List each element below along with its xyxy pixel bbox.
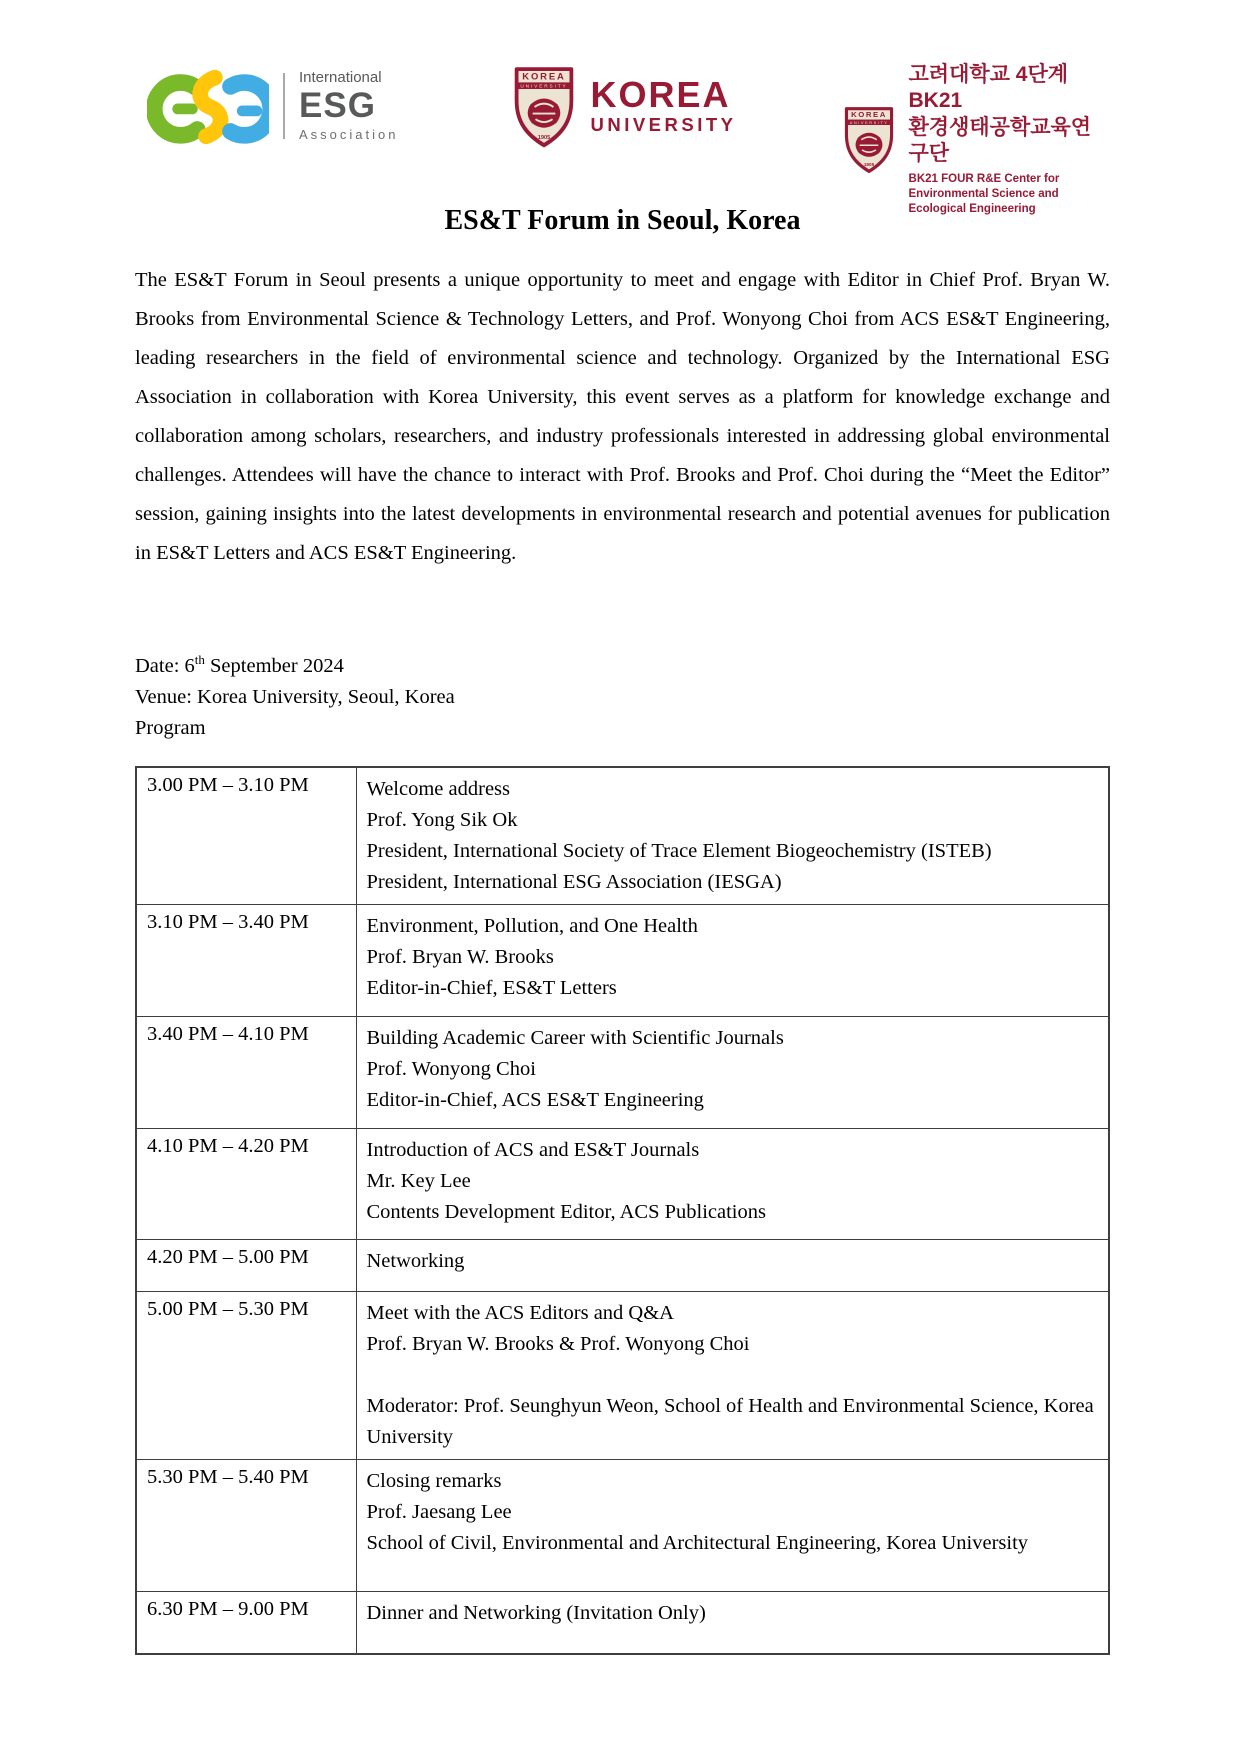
program-schedule-table: [135, 766, 1110, 1655]
schedule-time-cell: 4.10 PM – 4.20 PM: [136, 1129, 356, 1240]
schedule-line: President, International Society of Trace Element Biogeochemistry (ISTEB): [366, 840, 992, 862]
korea-university-logo: [510, 62, 736, 150]
schedule-description-cell: [356, 1129, 1109, 1240]
svg-text:UNIVERSITY: UNIVERSITY: [520, 84, 569, 90]
schedule-time-cell: 3.00 PM – 3.10 PM: [136, 767, 356, 905]
schedule-line: Meet with the ACS Editors and Q&A: [366, 1302, 674, 1324]
esg-logo-international-label: International: [299, 69, 382, 87]
schedule-row: [136, 1460, 1109, 1592]
svg-text:UNIVERSITY: UNIVERSITY: [849, 120, 888, 126]
schedule-line: Building Academic Career with Scientific Journals: [366, 1027, 784, 1049]
schedule-description-cell: [356, 1017, 1109, 1129]
schedule-line: Editor-in-Chief, ES&T Letters: [366, 977, 617, 999]
schedule-time-cell: 3.10 PM – 3.40 PM: [136, 905, 356, 1017]
schedule-row: [136, 1592, 1109, 1654]
schedule-line: Environment, Pollution, and One Health: [366, 915, 698, 937]
svg-text:KOREA: KOREA: [522, 71, 567, 83]
bk21-center-logo: [841, 62, 1110, 217]
schedule-line: Moderator: Prof. Seunghyun Weon, School of Health and Environmental Science, Korea University: [366, 1395, 1094, 1448]
korea-university-crest-icon: [510, 62, 578, 150]
schedule-line: Introduction of ACS and ES&T Journals: [366, 1139, 700, 1161]
schedule-time-cell: 4.20 PM – 5.00 PM: [136, 1240, 356, 1292]
event-meta-block: [135, 651, 1110, 744]
schedule-time-cell: 5.00 PM – 5.30 PM: [136, 1292, 356, 1460]
event-date-ordinal: th: [194, 652, 205, 668]
schedule-description-cell: [356, 1460, 1109, 1592]
svg-text:KOREA: KOREA: [850, 110, 887, 120]
esg-logo-divider: [283, 73, 285, 139]
schedule-line: Welcome address: [366, 778, 510, 800]
esg-mark-icon: [147, 62, 269, 150]
event-date-prefix: Date: 6: [135, 655, 195, 677]
schedule-line: Prof. Bryan W. Brooks & Prof. Wonyong Choi: [366, 1333, 750, 1355]
schedule-line: Editor-in-Chief, ACS ES&T Engineering: [366, 1089, 704, 1111]
schedule-line: Prof. Bryan W. Brooks: [366, 946, 554, 968]
schedule-line: President, International ESG Association (IESGA): [366, 871, 782, 893]
bk21-crest-icon: [841, 102, 897, 176]
schedule-line: Networking: [366, 1250, 465, 1272]
esg-association-logo: [147, 62, 398, 150]
schedule-line: Prof. Wonyong Choi: [366, 1058, 536, 1080]
schedule-line: Prof. Yong Sik Ok: [366, 809, 518, 831]
bk21-korean-line1: 고려대학교 4단계 BK21: [908, 63, 1069, 113]
esg-logo-esg-label: ESG: [299, 86, 376, 126]
bk21-english-line1: BK21 FOUR R&E Center for: [908, 173, 1060, 185]
schedule-description-cell: [356, 1240, 1109, 1292]
schedule-description-cell: [356, 1292, 1109, 1460]
schedule-row: [136, 767, 1109, 905]
event-date: [135, 651, 1110, 682]
schedule-line: Closing remarks: [366, 1470, 502, 1492]
bk21-logo-text: [909, 62, 1110, 217]
schedule-time-cell: 5.30 PM – 5.40 PM: [136, 1460, 356, 1592]
schedule-description-cell: [356, 905, 1109, 1017]
korea-wordmark-line1: KOREA: [590, 74, 731, 116]
schedule-description-cell: [356, 1592, 1109, 1654]
program-label: Program: [135, 717, 206, 739]
schedule-row: [136, 905, 1109, 1017]
schedule-line: Prof. Jaesang Lee: [366, 1501, 512, 1523]
schedule-row: [136, 1240, 1109, 1292]
schedule-description-cell: [356, 767, 1109, 905]
page-title: ES&T Forum in Seoul, Korea: [444, 205, 801, 236]
schedule-line: School of Civil, Environmental and Architectural Engineering, Korea University: [366, 1532, 1029, 1554]
schedule-row: [136, 1017, 1109, 1129]
esg-logo-text: [299, 70, 398, 141]
schedule-line: Contents Development Editor, ACS Publications: [366, 1201, 766, 1223]
korea-university-wordmark: [590, 74, 737, 136]
bk21-korean-line2: 환경생태공학교육연구단: [908, 115, 1092, 165]
schedule-time-cell: 3.40 PM – 4.10 PM: [136, 1017, 356, 1129]
esg-logo-association-label: Association: [299, 126, 399, 142]
korea-wordmark-line2: UNIVERSITY: [590, 114, 737, 136]
schedule-line: [367, 1360, 1099, 1391]
event-venue: Venue: Korea University, Seoul, Korea: [135, 686, 455, 708]
header-logo-strip: [135, 62, 1110, 215]
svg-text:1905: 1905: [863, 162, 874, 168]
schedule-row: [136, 1292, 1109, 1460]
bk21-english-line2: Environmental Science and Ecological Engineering: [908, 187, 1059, 215]
schedule-line: Dinner and Networking (Invitation Only): [366, 1602, 706, 1624]
schedule-time-cell: 6.30 PM – 9.00 PM: [136, 1592, 356, 1654]
schedule-table-body: [136, 767, 1109, 1654]
schedule-line: Mr. Key Lee: [366, 1170, 471, 1192]
event-date-rest: September 2024: [204, 655, 344, 677]
svg-text:1905: 1905: [538, 135, 551, 142]
schedule-row: [136, 1129, 1109, 1240]
intro-paragraph: The ES&T Forum in Seoul presents a unique opportunity to meet and engage with Editor in Chief Prof. Bryan W. Brooks from Environmental Science & Technology Letters, and Prof. Wonyong Choi from ACS ES&T Engineering, leading researchers in the field of environmental science and technology. Organized by the International ESG Association in collaboration with Korea University, this event serves as a platform for knowledge exchange and collaboration among scholars, researchers, and industry professionals interested in addressing global environmental challenges. Attendees will have the chance to interact with Prof. Brooks and Prof. Choi during the “Meet the Editor” session, gaining insights into the latest developments in environmental research and potential avenues for publication in ES&T Letters and ACS ES&T Engineering.: [135, 269, 1110, 564]
